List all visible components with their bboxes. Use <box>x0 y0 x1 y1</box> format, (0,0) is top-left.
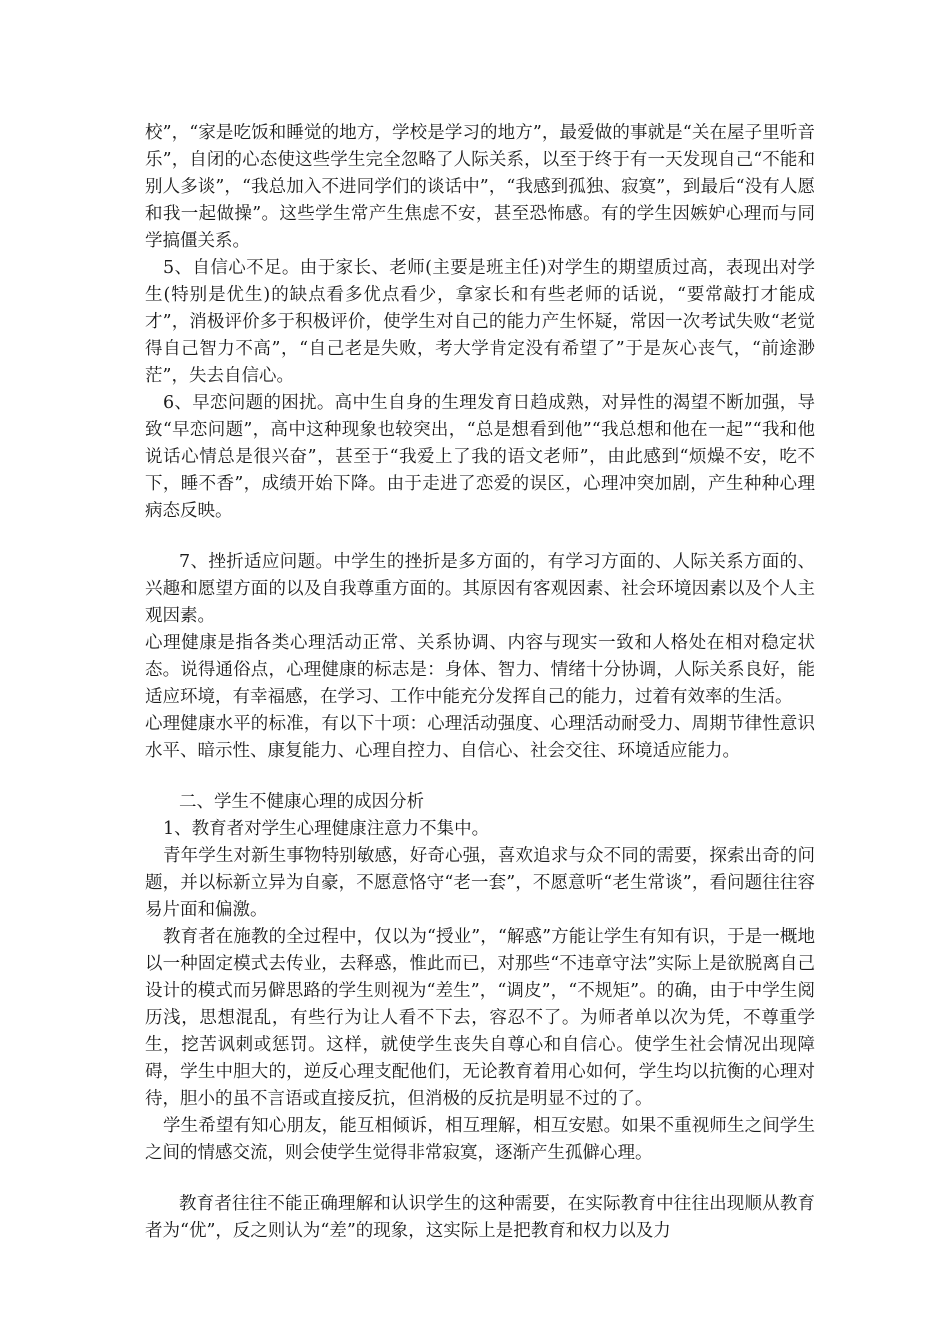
paragraph-spacer <box>145 1167 815 1191</box>
paragraph-youth-sensitivity: 青年学生对新生事物特别敏感，好奇心强，喜欢追求与众不同的需要，探索出奇的问题，并以标新立异为自豪，不愿意恪守“老一套”，不愿意听“老生常谈”，看问题往往容易片面和偏激。 <box>145 846 815 920</box>
section-heading: 二、学生不健康心理的成因分析 <box>179 792 424 812</box>
paragraph-educator-misunderstanding: 教育者往往不能正确理解和认识学生的这种需要，在实际教育中往往出现顺从教育者为“优”，反之则认为“差”的现象，这实际上是把教育和权力以及力 <box>145 1194 815 1241</box>
paragraph-frustration: 7、挫折适应问题。中学生的挫折是多方面的，有学习方面的、人际关系方面的、兴趣和愿望方面的以及自我尊重方面的。其原因有客观因素、社会环境因素以及个人主观因素。 <box>145 552 815 626</box>
paragraph-isolation: 校”，“家是吃饭和睡觉的地方，学校是学习的地方”，最爱做的事就是“关在屋子里听音乐”，自闭的心态使这些学生完全忽略了人际关系，以至于终于有一天发现自己“不能和别人多谈”，“我总加入不进同学们的谈话中”，“我感到孤独、寂寞”，到最后“没有人愿和我一起做操”。这些学生常产生焦虑不安，甚至恐怖感。有的学生因嫉妒心理而与同学搞僵关系。 <box>145 123 815 251</box>
paragraph-spacer <box>145 525 815 549</box>
paragraph-spacer <box>145 765 815 789</box>
paragraph-teaching-process: 教育者在施教的全过程中，仅以为“授业”，“解惑”方能让学生有知有识，于是一概地以一种固定模式去传业，去释惑，惟此而已，对那些“不违章守法”实际上是欲脱离自己设计的模式而另僻思路的学生则视为“差生”，“调皮”，“不规矩”。的确，由于中学生阅历浅，思想混乱，有些行为让人看不下去，容忍不了。为师者单以次为凭，不尊重学生，挖苦讽刺或惩罚。这样，就使学生丧失自尊心和自信心。使学生社会情况出现障碍，学生中胆大的，逆反心理支配他们，无论教育着用心如何，学生均以抗衡的心理对待，胆小的虽不言语或直接反抗，但消极的反抗是明显不过的了。 <box>145 927 815 1109</box>
paragraph-mental-health-definition: 心理健康是指各类心理活动正常、关系协调、内容与现实一致和人格处在相对稳定状态。说得通俗点，心理健康的标志是：身体、智力、情绪十分协调，人际关系良好，能适应环境，有幸福感，在学习、工作中能充分发挥自己的能力，过着有效率的生活。 <box>145 633 815 707</box>
paragraph-friendship-need: 学生希望有知心朋友，能互相倾诉，相互理解，相互安慰。如果不重视师生之间学生之间的情感交流，则会使学生觉得非常寂寞，逐渐产生孤僻心理。 <box>145 1116 815 1163</box>
paragraph-early-love: 6、早恋问题的困扰。高中生自身的生理发育日趋成熟，对异性的渴望不断加强，导致“早恋问题”，高中这种现象也较突出，“总是想看到他”“我总想和他在一起”“我和他说话心情总是很兴奋”，甚至于“我爱上了我的语文老师”，由此感到“烦燥不安，吃不下，睡不香”，成绩开始下降。由于走进了恋爱的误区，心理冲突加剧，产生种种心理病态反映。 <box>145 393 815 521</box>
paragraph-educator-attention: 1、教育者对学生心理健康注意力不集中。 <box>163 819 490 839</box>
paragraph-mental-health-standards: 心理健康水平的标准，有以下十项：心理活动强度、心理活动耐受力、周期节律性意识水平、暗示性、康复能力、心理自控力、自信心、社会交往、环境适应能力。 <box>145 714 815 761</box>
paragraph-self-confidence: 5、自信心不足。由于家长、老师(主要是班主任)对学生的期望质过高，表现出对学生(特别是优生)的缺点看多优点看少，拿家长和有些老师的话说，“要常敲打才能成才”，消极评价多于积极评价，使学生对自己的能力产生怀疑，常因一次考试失败“老觉得自己智力不高”，“自己老是失败，考大学肯定没有希望了”于是灰心丧气，“前途渺茫”，失去自信心。 <box>145 258 815 386</box>
document-body <box>145 120 815 1245</box>
